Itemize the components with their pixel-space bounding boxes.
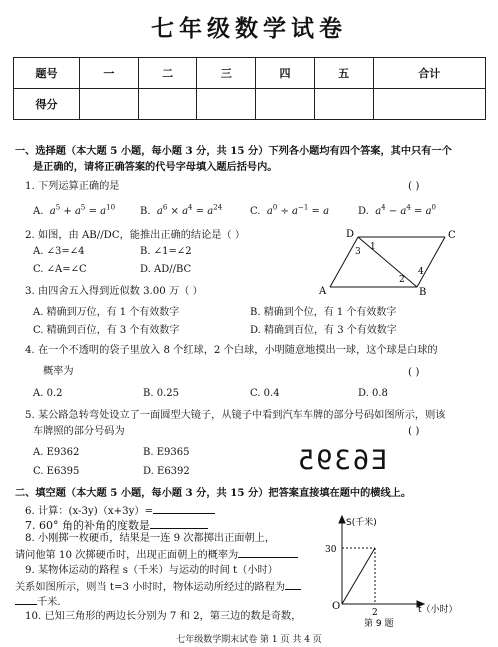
- figure-caption: 第 9 题: [364, 619, 394, 629]
- q2-option-a: A. ∠3=∠4: [33, 246, 85, 257]
- q2-parallelogram-figure: [310, 225, 470, 297]
- score-header-cell: 一: [80, 58, 139, 89]
- x-tick-2: 2: [372, 608, 378, 618]
- score-input-cell[interactable]: [197, 89, 256, 120]
- label-c: C: [448, 230, 456, 241]
- q3-option-c: C. 精确到百位，有 3 个有效数字: [33, 325, 180, 336]
- q9-distance-time-graph: [320, 512, 492, 630]
- score-table: [13, 57, 486, 120]
- q4-answer-paren: ( ): [408, 366, 420, 378]
- score-row-label: 得分: [14, 89, 80, 120]
- label-a: A: [319, 286, 327, 297]
- section1-heading-line1: 一、选择题（本大题 5 小题，每小题 3 分，共 15 分）下列各小题均有四个答案，其中只有一个: [15, 145, 452, 157]
- q3-stem: 3. 由四舍五入得到近似数 3.00 万（ ）: [25, 286, 203, 297]
- score-header-cell: 题号: [14, 58, 80, 89]
- q4-stem-line2: 概率为: [43, 366, 74, 377]
- q9-line2: 关系如图所示，则当 t=3 小时时，物体运动所经过的路程为: [15, 578, 301, 595]
- angle-label-1: 1: [370, 242, 376, 252]
- section1-heading-line2: 是正确的，请将正确答案的代号字母填入题后括号内。: [33, 161, 278, 173]
- angle-label-2: 2: [399, 275, 405, 285]
- score-input-cell[interactable]: [138, 89, 197, 120]
- score-header-cell: 二: [138, 58, 197, 89]
- q8-line1: 8. 小刚掷一枚硬币，结果是一连 9 次都掷出正面朝上，: [25, 533, 276, 544]
- y-tick-30: 30: [325, 545, 337, 555]
- q5-option-a: A. E9362: [33, 447, 80, 458]
- score-header-cell: 合计: [373, 58, 485, 89]
- q8-line2: 请问他第 10 次掷硬币时，出现正面朝上的概率为: [15, 546, 298, 563]
- q6-answer-blank[interactable]: [153, 502, 215, 514]
- q1-answer-paren: ( ): [408, 180, 420, 192]
- angle-label-4: 4: [418, 267, 424, 277]
- q10-text: 10. 已知三角形的两边长分别为 7 和 2，第三边的数是奇数，: [25, 611, 302, 622]
- page-footer: 七年级数学期末试卷 第 1 页 共 4 页: [176, 635, 322, 645]
- q8-answer-blank[interactable]: [238, 546, 298, 558]
- q5-option-b: B. E9365: [143, 447, 190, 458]
- score-table-header-row: [14, 58, 486, 89]
- q5-stem: 5. 某公路急转弯处设立了一面圆型大镜子，从镜子中看到汽车车牌的部分号码如图所示，则该: [25, 410, 446, 421]
- q9-answer-blank[interactable]: [285, 578, 301, 590]
- score-header-cell: 三: [197, 58, 256, 89]
- label-d: D: [346, 229, 355, 240]
- y-axis-arrow: [339, 516, 345, 523]
- page-title: 七年级数学试卷: [151, 15, 347, 42]
- angle-label-3: 3: [355, 247, 361, 257]
- q4-option-b: B. 0.25: [143, 388, 179, 399]
- q4-option-a: A. 0.2: [33, 388, 63, 399]
- q1-stem: 1. 下列运算正确的是: [25, 181, 120, 192]
- score-input-cell[interactable]: [314, 89, 373, 120]
- q5-stem-line2: 车牌照的部分号码为: [33, 426, 125, 437]
- score-header-cell: 四: [256, 58, 315, 89]
- q2-option-d: D. AD//BC: [140, 264, 192, 275]
- label-b: B: [419, 287, 427, 297]
- q4-stem: 4. 在一个不透明的袋子里放入 8 个红球，2 个白球，小明随意地摸出一球，这个球是白球的: [25, 345, 438, 356]
- score-input-cell[interactable]: [373, 89, 485, 120]
- q2-stem: 2. 如图，由 AB//DC，能推出正确的结论是（ ）: [25, 230, 246, 241]
- q5-mirror-plate-image: E6395: [296, 445, 388, 476]
- section2-heading: 二、填空题（本大题 5 小题，每小题 3 分，共 15 分）把答案直接填在题中的横线上。: [15, 487, 412, 499]
- y-axis-label: S(千米): [346, 518, 377, 528]
- score-input-cell[interactable]: [80, 89, 139, 120]
- q4-option-c: C. 0.4: [250, 388, 280, 399]
- origin-label: O: [332, 601, 341, 612]
- q9-answer-blank-cont[interactable]: [15, 593, 37, 605]
- score-table-score-row: [14, 89, 486, 120]
- motion-line: [342, 548, 375, 604]
- q2-option-c: C. ∠A=∠C: [33, 264, 87, 275]
- q3-option-a: A. 精确到万位，有 1 个有效数字: [33, 307, 180, 318]
- q1-option-b: B. $a^6 \times a^4 = a^{24}$: [140, 203, 223, 217]
- q6-text: 6. 计算：(x-3y)（x+3y）=: [25, 502, 215, 519]
- q7-answer-blank[interactable]: [150, 517, 208, 529]
- q1-option-d: D. $a^4 - a^4 = a^0$: [358, 203, 437, 217]
- line-da: [330, 237, 358, 287]
- q5-answer-paren: ( ): [408, 425, 420, 437]
- q1-option-a: A. $a^5 + a^5 = a^{10}$: [33, 203, 116, 217]
- line-db: [358, 237, 417, 287]
- q9-line3: 千米.: [15, 593, 61, 610]
- score-header-cell: 五: [314, 58, 373, 89]
- line-cb: [417, 237, 445, 287]
- q5-option-c: C. E6395: [33, 466, 80, 477]
- q3-option-d: D. 精确到百位，有 3 个有效数字: [250, 325, 397, 336]
- q7-text: 7. 60° 角的补角的度数是: [25, 517, 208, 533]
- q4-option-d: D. 0.8: [358, 388, 388, 399]
- q5-option-d: D. E6392: [143, 466, 190, 477]
- q9-line1: 9. 某物体运动的路程 s（千米）与运动的时间 t（小时）: [25, 565, 278, 576]
- score-input-cell[interactable]: [256, 89, 315, 120]
- q2-option-b: B. ∠1=∠2: [140, 246, 192, 257]
- q1-option-c: C. $a^0 \div a^{-1} = a$: [250, 203, 330, 217]
- x-axis-label: t（小时）: [418, 605, 458, 615]
- q3-option-b: B. 精确到个位，有 1 个有效数字: [250, 307, 397, 318]
